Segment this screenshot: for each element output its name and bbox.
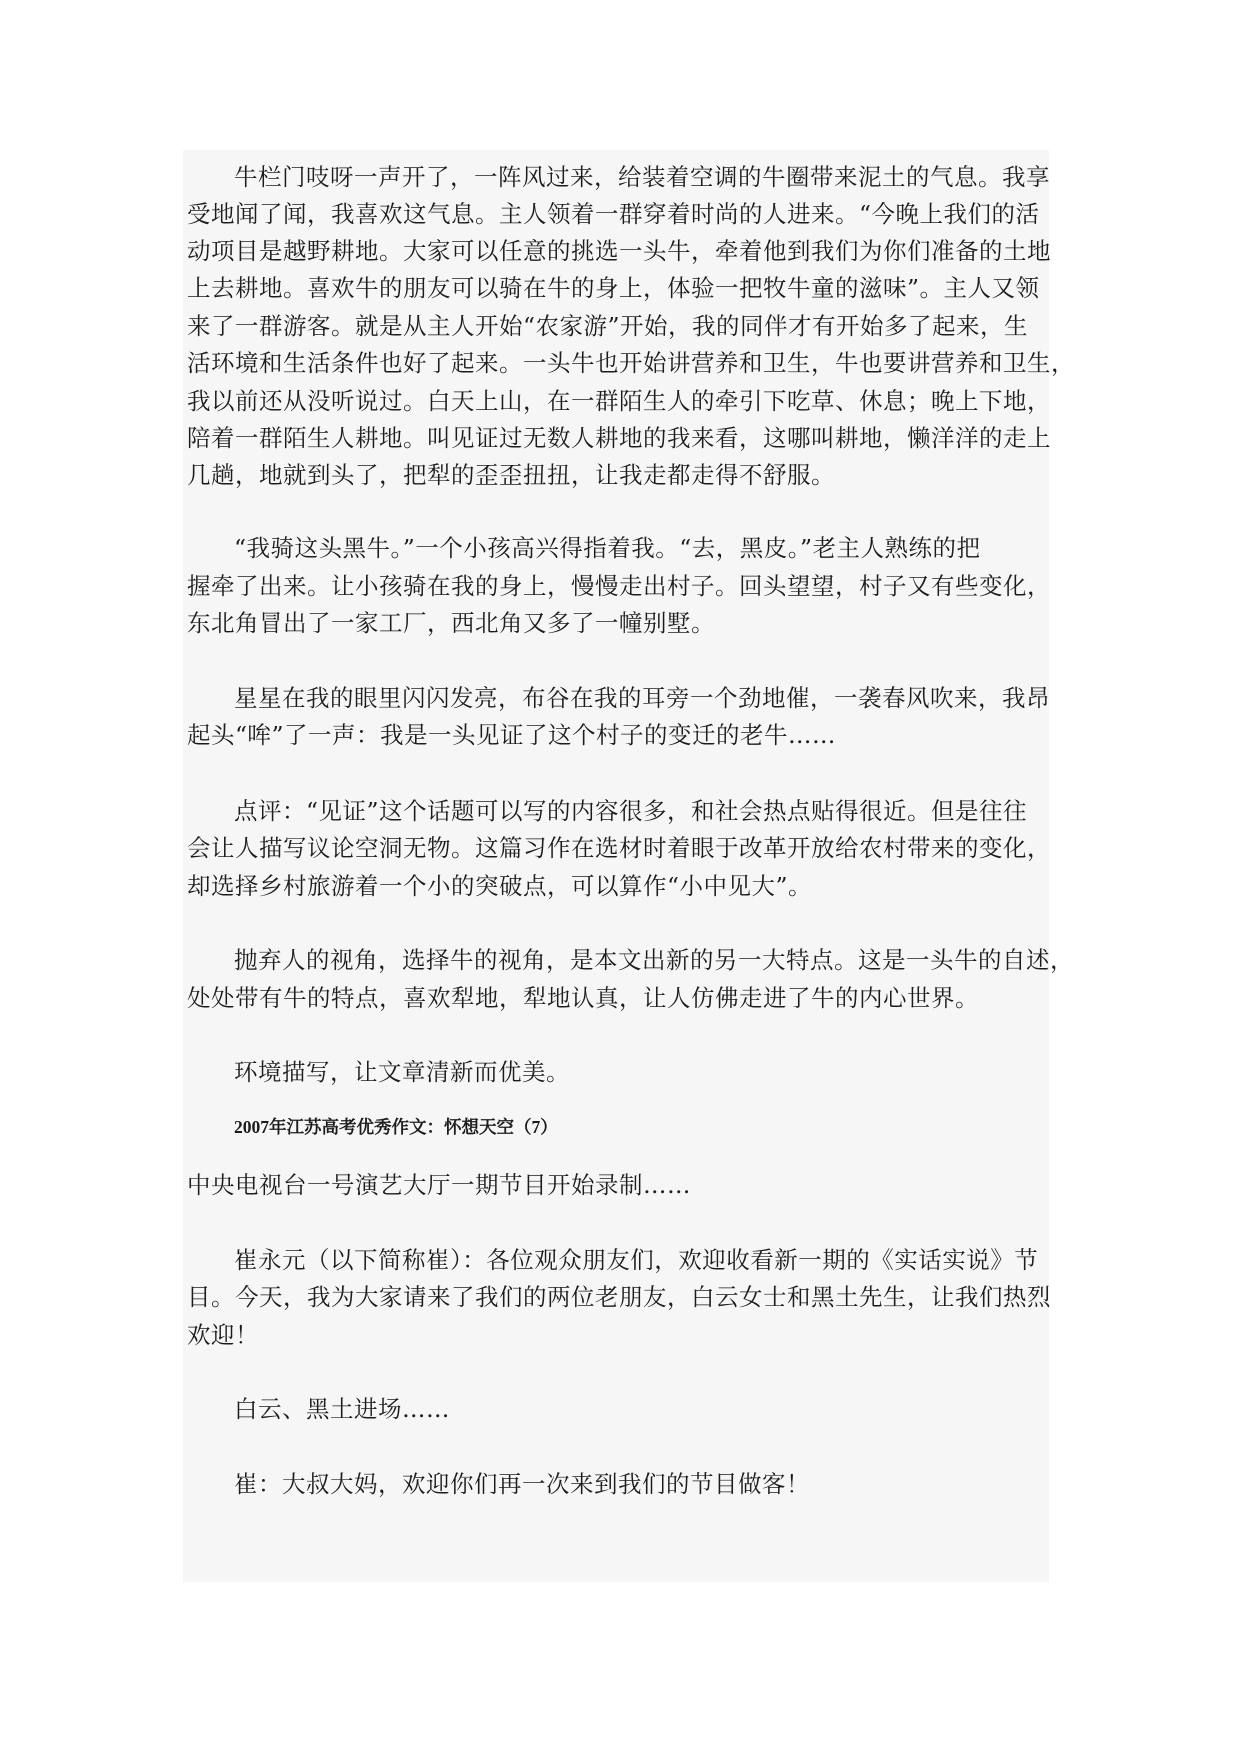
paragraph-line: 中央电视台一号演艺大厅一期节目开始录制…… xyxy=(187,1171,691,1199)
paragraph-line: 崔永元（以下简称崔）：各位观众朋友们，欢迎收看新一期的《实话实说》节 xyxy=(234,1246,1039,1274)
paragraph-line: 崔：大叔大妈，欢迎你们再一次来到我们的节目做客！ xyxy=(234,1470,810,1498)
paragraph-line: 陪着一群陌生人耕地。叫见证过无数人耕地的我来看，这哪叫耕地，懒洋洋的走上 xyxy=(187,424,1051,452)
paragraph-line: 却选择乡村旅游着一个小的突破点，可以算作“小中见大”。 xyxy=(187,872,813,900)
paragraph-line: 握牵了出来。让小孩骑在我的身上，慢慢走出村子。回头望望，村子又有些变化， xyxy=(187,572,1051,600)
paragraph-line: 星星在我的眼里闪闪发亮，布谷在我的耳旁一个劲地催，一袭春风吹来，我昂 xyxy=(234,684,1050,712)
paragraph-line: 几趟，地就到头了，把犁的歪歪扭扭，让我走都走得不舒服。 xyxy=(187,461,835,489)
paragraph-line: 会让人描写议论空洞无物。这篇习作在选材时着眼于改革开放给农村带来的变化， xyxy=(187,834,1051,862)
paragraph-line: 白云、黑土进场…… xyxy=(234,1395,450,1423)
paragraph-line: 目。今天，我为大家请来了我们的两位老朋友，白云女士和黑土先生，让我们热烈 xyxy=(187,1283,1051,1311)
paragraph-line: 环境描写，让文章清新而优美。 xyxy=(234,1058,570,1086)
section-heading: 2007年江苏高考优秀作文：怀想天空（7） xyxy=(234,1117,558,1137)
paragraph-line: 起头“哞”了一声：我是一头见证了这个村子的变迁的老牛…… xyxy=(187,721,837,749)
paragraph-line: 欢迎！ xyxy=(187,1321,259,1349)
paragraph-line: 我以前还从没听说过。白天上山，在一群陌生人的牵引下吃草、休息；晚上下地， xyxy=(187,387,1051,415)
paragraph-line: 受地闻了闻，我喜欢这气息。主人领着一群穿着时尚的人进来。“今晚上我们的活 xyxy=(187,200,1040,228)
paragraph-line: 点评：“见证”这个话题可以写的内容很多，和社会热点贴得很近。但是往往 xyxy=(234,797,1028,825)
paragraph-line: 抛弃人的视角，选择牛的视角，是本文出新的另一大特点。这是一头牛的自述， xyxy=(234,946,1074,974)
paragraph-line: 动项目是越野耕地。大家可以任意的挑选一头牛，牵着他到我们为你们准备的土地 xyxy=(187,237,1051,265)
paragraph-line: 来了一群游客。就是从主人开始“农家游”开始，我的同伴才有开始多了起来，生 xyxy=(187,312,1029,340)
paragraph-line: 上去耕地。喜欢牛的朋友可以骑在牛的身上，体验一把牧牛童的滋味”。主人又领 xyxy=(187,274,1040,302)
paragraph-line: 处处带有牛的特点，喜欢犁地，犁地认真，让人仿佛走进了牛的内心世界。 xyxy=(187,984,979,1012)
paragraph-line: 活环境和生活条件也好了起来。一头牛也开始讲营养和卫生，牛也要讲营养和卫生， xyxy=(187,349,1075,377)
paragraph-line: 牛栏门吱呀一声开了，一阵风过来，给装着空调的牛圈带来泥土的气息。我享 xyxy=(234,163,1050,191)
paragraph-line: 东北角冒出了一家工厂，西北角又多了一幢别墅。 xyxy=(187,609,715,637)
paragraph-line: “我骑这头黑牛。”一个小孩高兴得指着我。“去，黑皮。”老主人熟练的把 xyxy=(234,534,981,562)
